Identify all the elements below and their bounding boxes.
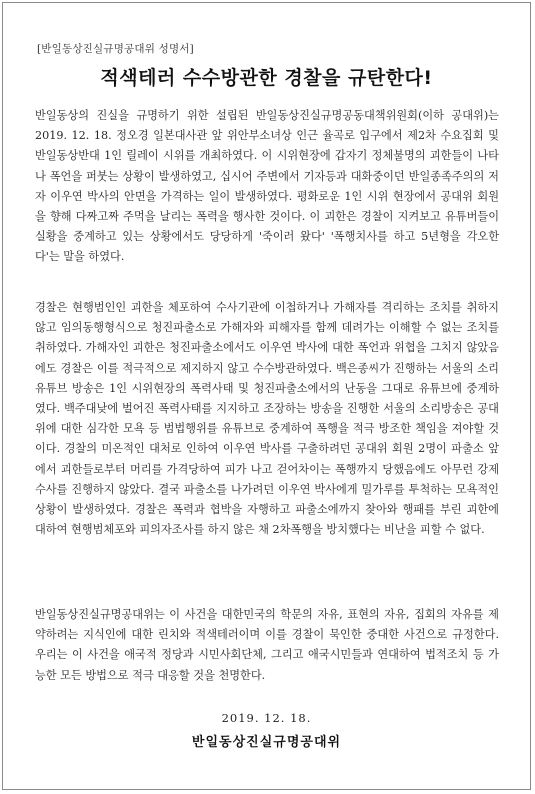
statement-page <box>2 2 531 790</box>
statement-title: 적색테러 수수방관한 경찰을 규탄한다! <box>100 67 433 89</box>
document-header-tag: [반일동상진실규명공대위 성명서] <box>37 43 194 55</box>
body-paragraph-3: 반일동상진실규명공대위는 이 사건을 대한민국의 학문의 자유, 표현의 자유, 집회의 자유를 제약하려는 지식인에 대한 린치와 적색테러이며 이를 경찰이 묵인한 중대한 사건으로 규정한다. 우리는 이 사건을 애국적 정당과 시민사회단체, 그리고 애국시민들과 연대하여 법적조치 등 가능한 모든 방법으로 적극 대응할 것을 천명한다. <box>35 608 499 682</box>
organization-signature: 반일동상진실규명공대위 <box>191 735 342 750</box>
body-paragraph-2: 경찰은 현행범인인 괴한을 체포하여 수사기관에 이첩하거나 가해자를 격리하는 조치를 취하지 않고 임의동행형식으로 청진파출소로 가해자와 피해자를 함께 데려가는 이해할 수 없는 조치를 취하였다. 가해자인 괴한은 청진파출소에서도 이우연 박사에 대한 폭언과 위협을 그치지 않았음에도 경찰은 이를 적극적으로 제지하지 않고 수수방관하였다. 백은종씨가 진행하는 서울의 소리 유튜브 방송은 1인 시위현장의 폭력사태 및 청진파출소에서의 난동을 그대로 유튜브에 중계하였다. 백주대낮에 벌어진 폭력사태를 지지하고 조장하는 방송을 진행한 서울의 소리방송은 공대위에 대한 심각한 모욕 등 범법행위를 유튜브로 중계하여 폭행을 적극 방조한 책임을 져야할 것이다. 경찰의 미온적인 대처로 인하여 이우연 박사를 구출하려던 공대위 회원 2명이 파출소 앞에서 괴한들로부터 머리를 가격당하여 피가 나고 걷어차이는 폭행까지 당했음에도 아무런 강제수사를 진행하지 않았다. 결국 파출소를 나가려던 이우연 박사에게 밀가루를 투척하는 모욕적인 상황이 발생하였다. 경찰은 폭력과 협박을 자행하고 파출소에까지 찾아와 행패를 부린 괴한에 대하여 현행범체포와 피의자조사를 하지 않은 채 2차폭행을 방치했다는 비난을 피할 수 없다. <box>35 301 499 537</box>
body-paragraph-1: 반일동상의 진실을 규명하기 위한 설립된 반일동상진실규명공동대책위원회(이하 공대위)는 2019. 12. 18. 정오경 일본대사관 앞 위안부소녀상 인근 율곡로 입구에서 제2차 수요집회 및 반일동상반대 1인 릴레이 시위를 개최하였다. 이 시위현장에 갑자기 정체불명의 괴한들이 나타나 폭언을 퍼붓는 상황이 발생하였고, 십시어 주변에서 기자등과 대화중이던 반일종족주의의 저자 이우연 박사의 안면을 가격하는 일이 발생하였다. 평화로운 1인 시위 현장에서 공대위 회원을 향해 다짜고짜 주먹을 날리는 폭력을 행사한 것이다. 이 괴한은 경찰이 지켜보고 유튜버들이 실황을 중계하고 있는 상황에서도 당당하게 '죽이러 왔다' '폭행치사를 하고 5년형을 각오한다'는 말을 하였다. <box>35 109 499 264</box>
statement-date: 2019. 12. 18. <box>221 711 312 725</box>
